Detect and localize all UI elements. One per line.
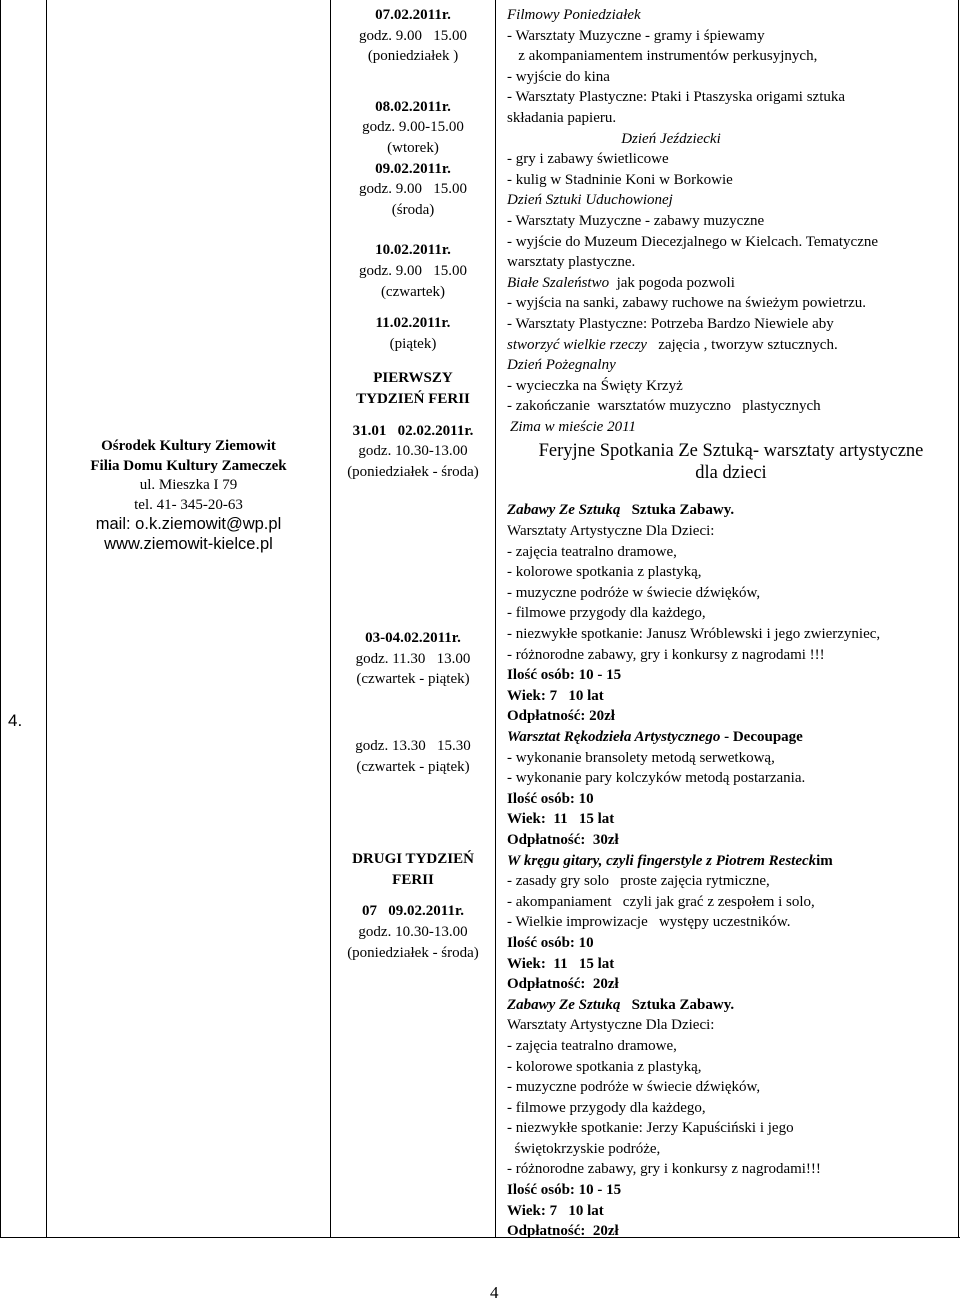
week2-heading (331, 849, 495, 890)
week1-thu-fri (331, 628, 495, 690)
table-divider-3 (495, 0, 496, 1238)
program-line: - Warsztaty Plastyczne: Potrzeba Bardzo Niewiele aby (507, 315, 834, 332)
workshop-info: Ilość osób: 10 (507, 934, 594, 951)
workshop-line: - filmowe przygody dla każdego, (507, 1099, 706, 1116)
program-pozegnalny (507, 355, 955, 437)
workshop-subtitle: Warsztaty Artystyczne Dla Dzieci: (507, 1017, 715, 1034)
workshop-title-row (507, 851, 955, 872)
program-jezdziecki (447, 129, 895, 150)
workshop-line: - niezwykłe spotkanie: Jerzy Kapuściński i jego (507, 1120, 794, 1137)
workshop-title-rest: Sztuka Zabawy. (620, 502, 735, 519)
workshop-block-3 (507, 851, 955, 995)
program-title-row (507, 273, 955, 294)
program-title: Białe Szaleństwo (507, 274, 610, 291)
program-line: - gry i zabawy świetlicowe (507, 151, 669, 168)
date-text: 07 09.02.2011r. (362, 903, 464, 920)
program-line: - Warsztaty Muzyczne - gramy i śpiewamy (507, 27, 765, 44)
workshop-title-row (507, 995, 955, 1016)
program-title: Filmowy Poniedziałek (507, 7, 641, 23)
week1-range (331, 421, 495, 483)
workshop-subtitle: Warsztaty Artystyczne Dla Dzieci: (507, 523, 715, 540)
program-title: Dzień Pożegnalny (507, 357, 616, 374)
workshop-line: - wykonanie pary kolczyków metodą postarzania. (507, 770, 806, 787)
row-number: 4. (8, 711, 23, 730)
date-text: 11.02.2011r. (375, 315, 451, 332)
organizer-mail[interactable]: mail: o.k.ziemowit@wp.pl (95, 515, 282, 533)
table-border-right (958, 0, 959, 1238)
workshop-line: - Wielkie improwizacje występy uczestników. (507, 914, 791, 931)
workshop-line: - zasady gry solo proste zajęcia rytmiczne, (507, 873, 770, 890)
workshop-line: - kolorowe spotkania z plastyką, (507, 564, 702, 581)
weekday-text: (czwartek - piątek) (356, 758, 470, 775)
workshop-title: Zabawy Ze Sztuką (507, 502, 621, 519)
workshop-block-2 (507, 727, 955, 851)
program-line: - wyjścia na sanki, zabawy ruchowe na świeżym powietrzu. (507, 295, 867, 312)
program-title-rest: jak pogoda pozwoli (609, 274, 735, 291)
weekday-text: (poniedziałek ) (367, 48, 459, 65)
date-11-02 (331, 313, 495, 354)
workshop-title-rest: - Decoupage (720, 729, 803, 745)
heading-line: Feryjne Spotkania Ze Sztuką- warsztaty artystyczne (538, 441, 924, 462)
program-line: - wyjście do Muzeum Diecezjalnego w Kielcach. Tematyczne (507, 233, 879, 250)
date-text: 10.02.2011r. (375, 242, 451, 259)
date-text: 09.02.2011r. (375, 160, 451, 177)
program-title: Dzień Jeździecki (621, 130, 721, 147)
workshop-title: Warsztat Rękodzieła Artystycznego (507, 729, 721, 745)
program-line: - wyjście do kina (507, 68, 610, 85)
workshop-info: Wiek: 11 15 lat (507, 811, 615, 828)
workshop-title-row (507, 727, 955, 748)
hours-text: godz. 9.00 15.00 (359, 181, 467, 198)
workshop-block-4 (507, 995, 955, 1242)
program-sztuki (507, 190, 955, 272)
workshop-line: - wykonanie bransolety metodą serwetkową, (507, 749, 775, 766)
program-footer: Zima w mieście 2011 (510, 418, 636, 435)
program-line: - wycieczka na Święty Krzyż (507, 377, 683, 394)
organizer-website[interactable]: www.ziemowit-kielce.pl (104, 534, 273, 553)
heading-line: dla dzieci (695, 463, 767, 484)
program-line: - Warsztaty Plastyczne: Ptaki i Ptaszyska origami sztuka (507, 89, 846, 106)
workshop-line: - zajęcia teatralno dramowe, (507, 1037, 677, 1054)
workshop-info: Wiek: 11 15 lat (507, 955, 615, 972)
organizer-info (47, 437, 330, 554)
week1-heading (331, 368, 495, 409)
program-column (507, 5, 955, 1242)
weekday-text: (czwartek) (380, 283, 446, 300)
date-09-02 (331, 159, 495, 221)
hours-text: godz. 9.00 15.00 (359, 262, 467, 279)
workshop-line: - różnorodne zabawy, gry i konkursy z nagrodami!!! (507, 1161, 821, 1178)
heading-line: FERII (392, 871, 434, 888)
feryjne-heading (507, 440, 955, 484)
program-italic: stworzyć wielkie rzeczy (507, 336, 647, 353)
date-text: 08.02.2011r. (375, 98, 451, 115)
workshop-title-row (507, 500, 955, 521)
workshop-info: Odpłatność: 20zł (507, 1223, 619, 1240)
workshop-info: Odpłatność: 20zł (507, 976, 619, 993)
hours-text: godz. 11.30 13.00 (355, 650, 471, 667)
program-biale (507, 273, 955, 355)
workshop-info: Ilość osób: 10 - 15 (507, 667, 622, 684)
table-border-left (0, 0, 1, 1238)
workshop-info: Wiek: 7 10 lat (507, 687, 604, 704)
program-line: - kulig w Stadninie Koni w Borkowie (507, 171, 733, 188)
weekday-text: (poniedziałek - środa) (347, 463, 479, 480)
heading-line: PIERWSZY (373, 370, 453, 387)
workshop-line: - filmowe przygody dla każdego, (507, 605, 706, 622)
heading-line: DRUGI TYDZIEŃ (352, 851, 474, 868)
workshop-title: Zabawy Ze Sztuką (507, 996, 621, 1013)
weekday-text: (czwartek - piątek) (356, 671, 470, 688)
program-filmowy (507, 5, 955, 129)
workshop-line: - zajęcia teatralno dramowe, (507, 543, 677, 560)
program-line: składania papieru. (507, 109, 617, 126)
workshop-title-rest: Sztuka Zabawy. (620, 996, 735, 1013)
hours-text: godz. 10.30-13.00 (358, 924, 468, 941)
date-text: 03-04.02.2011r. (365, 630, 461, 647)
weekday-text: (środa) (391, 201, 435, 218)
weekday-text: (poniedziałek - środa) (347, 944, 479, 961)
program-rest: zajęcia , tworzyw sztucznych. (646, 336, 838, 353)
date-10-02 (331, 240, 495, 302)
organizer-branch: Filia Domu Kultury Zameczek (90, 457, 287, 474)
program-line: warsztaty plastyczne. (507, 254, 636, 271)
workshop-line: - muzyczne podróże w świecie dźwięków, (507, 1079, 761, 1096)
program-title: Dzień Sztuki Uduchowionej (507, 192, 673, 209)
date-text: 31.01 02.02.2011r. (352, 422, 474, 439)
workshop-info: Ilość osób: 10 - 15 (507, 1182, 622, 1199)
weekday-text: (wtorek) (387, 139, 439, 156)
date-text: 07.02.2011r. (375, 7, 451, 23)
organizer-street: ul. Mieszka I 79 (139, 477, 238, 493)
organizer-name: Ośrodek Kultury Ziemowit (101, 438, 276, 454)
program-line: - Warsztaty Muzyczne - zabawy muzyczne (507, 212, 765, 229)
program-line: - zakończanie warsztatów muzyczno plastycznych (507, 398, 821, 415)
workshop-line: - niezwykłe spotkanie: Janusz Wróblewski i jego zwierzyniec, (507, 626, 881, 643)
hours-text: godz. 9.00 15.00 (359, 27, 467, 44)
workshop-line: - kolorowe spotkania z plastyką, (507, 1058, 702, 1075)
program-line: z akompaniamentem instrumentów perkusyjnych, (507, 48, 818, 65)
workshop-title-rest: im (816, 852, 833, 869)
hours-text: godz. 9.00-15.00 (362, 119, 464, 136)
workshop-info: Odpłatność: 30zł (507, 831, 619, 848)
workshop-info: Wiek: 7 10 lat (507, 1202, 604, 1219)
workshop-line: - różnorodne zabawy, gry i konkursy z nagrodami !!! (507, 646, 825, 663)
week1-thu-fri-afternoon (331, 736, 495, 777)
program-line-mixed (507, 335, 955, 356)
workshop-line: świętokrzyskie podróże, (507, 1140, 661, 1157)
week2-range (331, 901, 495, 963)
program-jezdziecki-lines (507, 149, 955, 190)
workshop-line: - akompaniament czyli jak grać z zespołem i solo, (507, 893, 815, 910)
workshop-line: - muzyczne podróże w świecie dźwięków, (507, 584, 761, 601)
date-07-02 (331, 5, 495, 67)
organizer-phone: tel. 41- 345-20-63 (134, 496, 243, 513)
heading-line: TYDZIEŃ FERII (356, 390, 470, 407)
workshop-info: Ilość osób: 10 (507, 790, 594, 807)
weekday-text: (piątek) (389, 335, 437, 352)
workshop-block-1 (507, 500, 955, 727)
hours-text: godz. 13.30 15.30 (355, 738, 471, 755)
workshop-info: Odpłatność: 20zł (507, 708, 615, 725)
page-number: 4 (490, 1283, 499, 1302)
table-divider-1 (46, 0, 47, 1238)
hours-text: godz. 10.30-13.00 (358, 443, 468, 460)
workshop-title: W kręgu gitary, czyli fingerstyle z Piotrem Resteck (507, 852, 817, 869)
